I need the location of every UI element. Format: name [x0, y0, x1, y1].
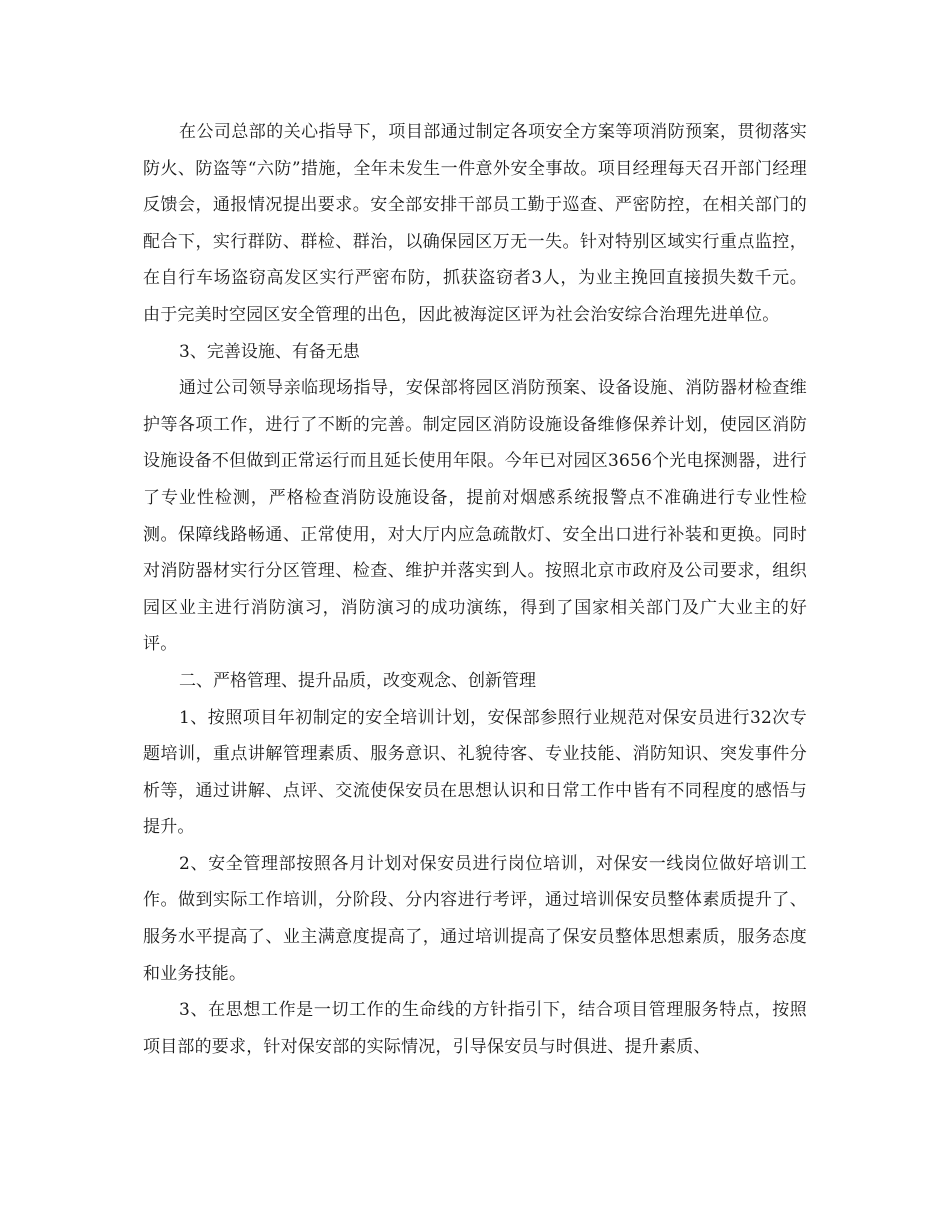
section-heading-management: 二、严格管理、提升品质，改变观念、创新管理 [179, 670, 536, 691]
paragraph-fire-facilities: 通过公司领导亲临现场指导，安保部将园区消防预案、设备设施、消防器材检查维护等各项工作，进行了不断的完善。制定园区消防设施设备维修保养计划，使园区消防设施设备不但做到正常运行而且延长使用年限。今年已对园区3656个光电探测器，进行了专业性检测，严格检查消防设施设备，提前对烟感系统报警点不准确进行专业性检测。保障线路畅通、正常使用，对大厅内应急疏散灯、安全出口进行补装和更换。同时对消防器材实行分区管理、检查、维护并落实到人。按照北京市政府及公司要求，组织园区业主进行消防演习，消防演习的成功演练，得到了国家相关部门及广大业主的好评。 [143, 378, 807, 655]
paragraph-security-measures: 在公司总部的关心指导下，项目部通过制定各项安全方案等项消防预案，贯彻落实防火、防盗等“六防”措施，全年未发生一件意外安全事故。项目经理每天召开部门经理反馈会，通报情况提出要求。安全部安排干部员工勤于巡查、严密防控，在相关部门的配合下，实行群防、群检、群治，以确保园区万无一失。针对特别区域实行重点监控，在自行车场盗窃高发区实行严密布防，抓获盗窃者3人，为业主挽回直接损失数千元。由于完美时空园区安全管理的出色，因此被海淀区评为社会治安综合治理先进单位。 [143, 122, 807, 325]
paragraph-post-training: 2、安全管理部按照各月计划对保安员进行岗位培训，对保安一线岗位做好培训工作。做到实际工作培训，分阶段、分内容进行考评，通过培训保安员整体素质提升了、服务水平提高了、业主满意度提高了，通过培训提高了保安员整体思想素质，服务态度和业务技能。 [143, 853, 807, 984]
paragraph-training-plan: 1、按照项目年初制定的安全培训计划，安保部参照行业规范对保安员进行32次专题培训，重点讲解管理素质、服务意识、礼貌待客、专业技能、消防知识、突发事件分析等，通过讲解、点评、交流使保安员在思想认识和日常工作中皆有不同程度的感悟与提升。 [143, 707, 807, 838]
paragraph-ideological-work: 3、在思想工作是一切工作的生命线的方针指引下，结合项目管理服务特点，按照项目部的要求，针对保安部的实际情况，引导保安员与时俱进、提升素质、 [143, 1000, 807, 1057]
section-heading-facilities: 3、完善设施、有备无患 [179, 341, 360, 362]
document-page [143, 114, 807, 1065]
